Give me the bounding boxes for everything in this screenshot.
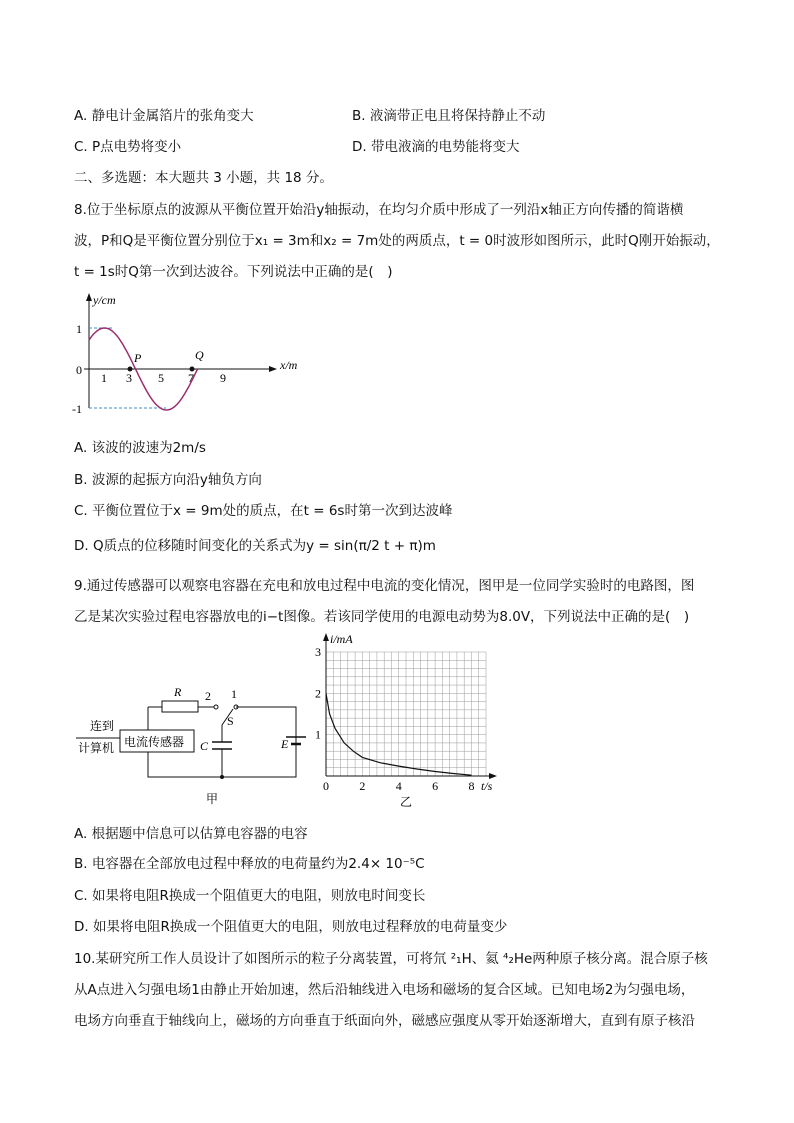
section-title: 二、多选题：本大题共 3 小题，共 18 分。 [74,170,333,186]
x-tick-label: 4 [395,779,402,793]
y-tick-label: 1 [315,727,321,742]
chart-x-label: t/s [481,779,493,793]
y-tick-label: 2 [315,686,321,701]
label-switch-2: 2 [205,689,211,703]
q7-option-c: C. P点电势将变小 [74,139,182,155]
x-tick-label: 0 [323,779,329,793]
chart-y-label: i/mA [330,632,353,646]
q7-option-d: D. 带电液滴的电势能将变大 [352,139,520,155]
q7-option-a: A. 静电计金属箔片的张角变大 [74,108,254,124]
q7-option-b: B. 液滴带正电且将保持静止不动 [352,108,546,124]
x-tick-5: 5 [158,371,164,385]
q8-wave-graph [74,290,314,420]
q9-stem-line2: 乙是某次实验过程电容器放电的i−t图像。若该同学使用的电源电动势为8.0V，下列说法中正确的是( ) [74,609,690,625]
y-tick-label: 3 [315,645,321,659]
x-tick-label: 2 [359,779,366,793]
y-tick-0: 0 [76,363,82,377]
label-connect-2: 计算机 [78,741,115,755]
x-tick-1: 1 [101,371,107,385]
label-e: E [281,737,289,751]
x-tick-label: 8 [468,779,475,793]
label-connect-1: 连到 [90,719,115,733]
label-sensor: 电流传感器 [124,735,185,749]
y-axis-label: y/cm [93,293,116,307]
q9-option-b: B. 电容器在全部放电过程中释放的电荷量约为2.4× 10⁻⁵C [74,856,425,872]
q8-stem-line3: t = 1s时Q第一次到达波谷。下列说法中正确的是( ) [74,264,393,280]
x-tick-9: 9 [220,371,226,385]
q8-stem-line2: 波，P和Q是平衡位置分别位于x₁ = 3m和x₂ = 7m处的两质点，t = 0时波形如图所示，此时Q刚开始振动， [74,233,720,249]
q10-stem-line2: 从A点进入匀强电场1由静止开始加速，然后沿轴线进入电场和磁场的复合区域。已知电场2为匀强电场， [74,982,695,998]
q8-option-b: B. 波源的起振方向沿y轴负方向 [74,472,262,488]
q8-stem-line1: 8.位于坐标原点的波源从平衡位置开始沿y轴振动，在均匀介质中形成了一列沿x轴正方向传播的简谐横 [74,202,684,218]
q10-stem-line1: 10.某研究所工作人员设计了如图所示的粒子分离装置，可将氘 ²₁H、氦 ⁴₂He两种原子核分离。混合原子核 [74,951,708,967]
q9-it-chart [306,630,506,810]
label-c: C [200,739,209,753]
circuit-caption: 甲 [206,792,219,806]
chart-caption: 乙 [400,795,413,809]
label-r: R [174,685,182,699]
label-q: Q [195,348,204,362]
x-axis-label: x/m [280,358,298,372]
y-tick-neg1: -1 [72,402,82,416]
q10-stem-line3: 电场方向垂直于轴线向上，磁场的方向垂直于纸面向外，磁感应强度从零开始逐渐增大，直到有原子核沿 [74,1013,695,1029]
label-switch-1: 1 [231,687,237,701]
switch-contact-2 [214,705,218,709]
x-tick-label: 6 [432,779,439,793]
y-tick-1: 1 [76,322,82,336]
label-s: S [227,714,234,728]
q9-option-a: A. 根据题中信息可以估算电容器的电容 [74,826,308,842]
x-tick-3: 3 [126,371,132,385]
label-p: P [134,351,142,365]
x-tick-7: 7 [188,371,194,385]
q9-stem-line1: 9.通过传感器可以观察电容器在充电和放电过程中电流的变化情况，图甲是一位同学实验时的电路图，图 [74,578,695,594]
q9-circuit-diagram [74,680,314,810]
q8-option-c: C. 平衡位置位于x = 9m处的质点，在t = 6s时第一次到达波峰 [74,503,453,519]
q9-option-c: C. 如果将电阻R换成一个阻值更大的电阻，则放电时间变长 [74,888,426,904]
q8-option-d: D. Q质点的位移随时间变化的关系式为y = sin(π/2 t + π)m [74,538,436,554]
resistor-r [162,701,198,712]
q9-option-d: D. 如果将电阻R换成一个阻值更大的电阻，则放电过程释放的电荷量变少 [74,919,508,935]
chart-grid [326,652,486,776]
q8-option-a: A. 该波的波速为2m/s [74,440,206,456]
